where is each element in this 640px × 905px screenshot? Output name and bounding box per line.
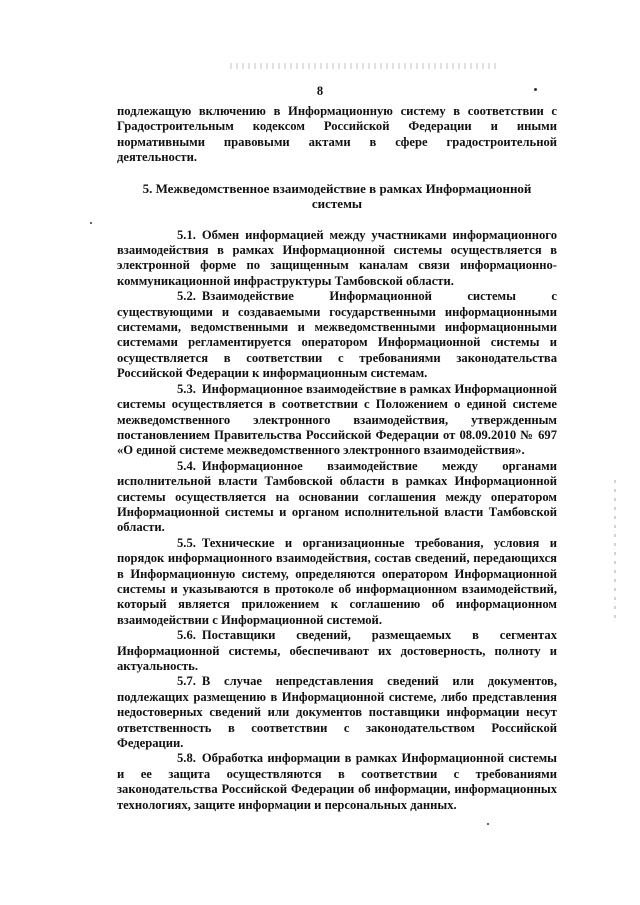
paragraph-text: В случае непредставления сведений или документов, подлежащих размещению в Информационной системе, либо представления недостоверных сведений или документов поставщики информации несут ответственность в соответствии с законодательством Российской Федерации.	[117, 674, 557, 751]
paragraph-5-5	[117, 536, 557, 628]
paragraph-5-2	[117, 289, 557, 381]
paragraph-number: 5.2.	[177, 289, 196, 304]
paragraph-text: Взаимодействие Информационной системы с существующими и создаваемыми государственными информационными системами, ведомственными и межведомственными информационными системами регламентируется оператором Информационной системы и осуществляется в соответствии с требованиями законодательства Российской Федерации к информационным системам.	[117, 289, 557, 381]
paragraph-text: Информационное взаимодействие между органами исполнительной власти Тамбовской области в рамках Информационной системы осуществляется на основании соглашения между оператором Информационной системы и органом исполнительной власти Тамбовской области.	[117, 458, 557, 535]
paragraph-number: 5.5.	[177, 535, 196, 550]
paragraph-number: 5.1.	[177, 227, 196, 242]
scan-artifact	[230, 63, 500, 69]
paragraph-number: 5.6.	[177, 628, 196, 643]
page-number: 8	[316, 84, 324, 98]
paragraph-5-3	[117, 382, 557, 459]
paragraph-number: 5.4.	[177, 458, 196, 473]
paragraph-number: 5.7.	[177, 674, 196, 689]
paragraph-5-8	[117, 751, 557, 813]
scan-speck	[534, 88, 537, 91]
lead-paragraph: подлежащую включению в Информационную систему в соответствии с Градостроительным кодексом Российской Федерации и иными нормативными правовыми актами в сфере градостроительной деятельности.	[117, 104, 557, 165]
paragraph-5-1	[117, 228, 557, 290]
paragraph-5-7	[117, 674, 557, 751]
paragraph-text: Обработка информации в рамках Информационной системы и ее защита осуществляются в соответствии с требованиями законодательства Российской Федерации об информации, информационных технологиях, защите информации и персональных данных.	[117, 751, 557, 812]
paragraph-text: Обмен информацией между участниками информационного взаимодействия в рамках Информационной системы осуществляется в электронной форме по защищенным каналам связи информационно-коммуникационной инфраструктуры Тамбовской области.	[117, 227, 557, 288]
paragraph-text: Информационное взаимодействие в рамках Информационной системы осуществляется в соответствии с Положением о единой системе межведомственного электронного взаимодействия, утвержденным постановлением Правительства Российской Федерации от 08.09.2010 № 697 «О единой системе межведомственного электронного взаимодействия».	[117, 381, 557, 458]
scan-edge-artifact	[614, 480, 616, 620]
paragraph-5-4	[117, 459, 557, 536]
document-body	[117, 104, 557, 813]
paragraph-5-6	[117, 628, 557, 674]
scan-speck	[90, 222, 92, 224]
paragraph-number: 5.3.	[177, 381, 196, 396]
scan-speck	[487, 823, 489, 825]
paragraph-number: 5.8.	[177, 751, 196, 766]
section-title: 5. Межведомственное взаимодействие в рамках Информационной системы	[142, 180, 532, 212]
paragraph-text: Поставщики сведений, размещаемых в сегментах Информационной системы, обеспечивают их достоверность, полноту и актуальность.	[117, 628, 557, 673]
paragraph-text: Технические и организационные требования, условия и порядок информационного взаимодействия, состав сведений, передающихся в Информационную систему, определяются оператором Информационной системы и указываются в протоколе об информационном взаимодействий, который является приложением к соглашению об информационном взаимодействии с Информационной системой.	[117, 535, 557, 627]
